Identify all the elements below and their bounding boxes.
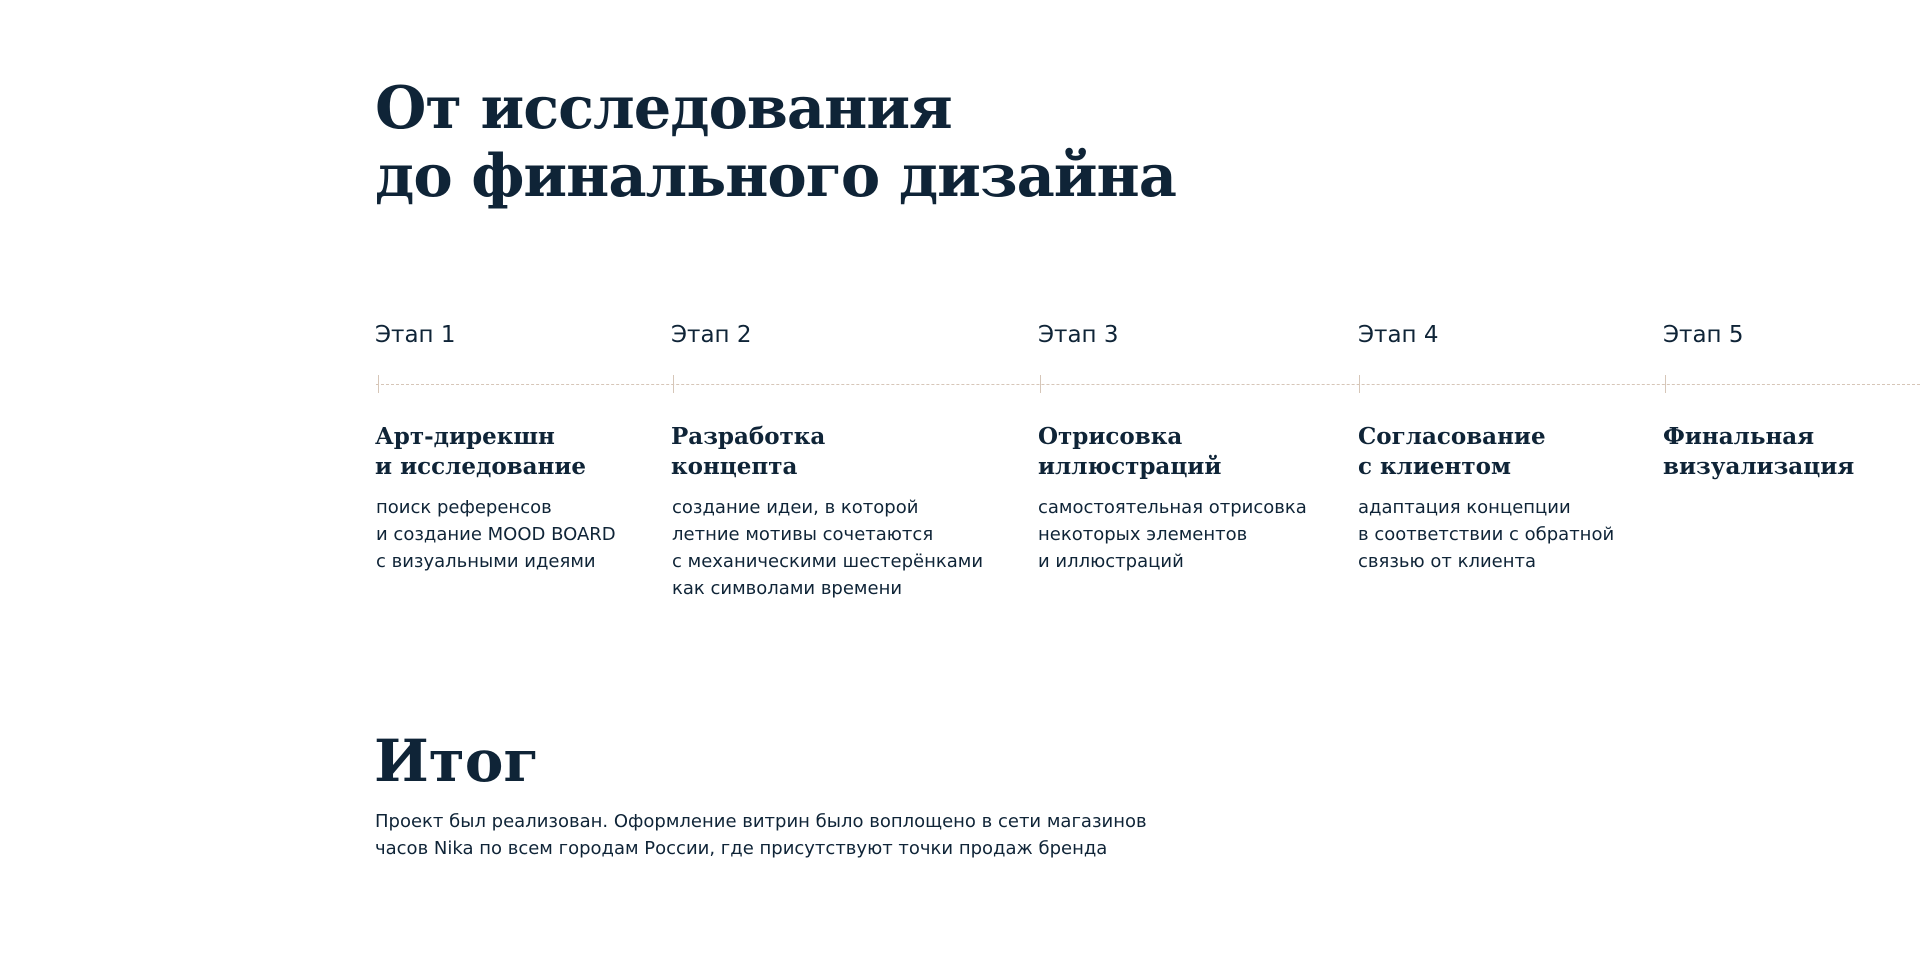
stage-description-2-line-2: летние мотивы сочетаются [672,524,934,545]
stage-title-3-line-1: Отрисовка [1038,423,1183,450]
stage-label-2: Этап 2 [671,322,752,348]
stage-label-5: Этап 5 [1663,322,1744,348]
stage-description-1-line-1: поиск референсов [376,497,552,518]
stage-title-1-line-1: Арт-дирекшн [375,423,555,450]
stage-title-2-line-1: Разработка [671,423,826,450]
headline-line-2: до финального дизайна [375,141,1176,210]
stage-description-1-line-2: и создание MOOD BOARD [376,524,616,545]
stage-label-3: Этап 3 [1038,322,1119,348]
stage-title-5-line-2: визуализация [1663,453,1855,480]
stage-description-4-line-2: в соответствии с обратной [1358,524,1615,545]
stage-description-2-line-4: как символами времени [672,578,903,599]
stage-title-4 [1358,422,1546,482]
stage-description-3 [1038,494,1307,575]
timeline-tick-2 [673,375,674,393]
stage-description-4-line-1: адаптация концепции [1358,497,1571,518]
page-headline [375,74,1176,210]
stage-description-1 [376,494,616,575]
stage-description-4-line-3: связью от клиента [1358,551,1537,572]
stage-description-3-line-3: и иллюстраций [1038,551,1184,572]
summary-text-line-2: часов Nika по всем городам России, где присутствуют точки продаж бренда [375,838,1108,859]
headline-line-1: От исследования [375,73,952,142]
summary-text-line-1: Проект был реализован. Оформление витрин было воплощено в сети магазинов [375,811,1147,832]
summary-title: Итог [374,727,539,795]
stage-title-2 [671,422,825,482]
stage-title-5-line-1: Финальная [1663,423,1815,450]
stage-title-3-line-2: иллюстраций [1038,453,1222,480]
stage-description-2 [672,494,983,602]
stage-label-1: Этап 1 [375,322,456,348]
stage-title-3 [1038,422,1221,482]
timeline-tick-4 [1359,375,1360,393]
stage-description-4 [1358,494,1614,575]
stage-description-3-line-2: некоторых элементов [1038,524,1248,545]
stage-title-1-line-2: и исследование [375,453,587,480]
stage-title-5 [1663,422,1854,482]
summary-text [375,808,1147,862]
timeline-tick-3 [1040,375,1041,393]
stage-title-4-line-1: Согласование [1358,423,1546,450]
stage-description-2-line-3: с механическими шестерёнками [672,551,984,572]
stage-description-2-line-1: создание идеи, в которой [672,497,919,518]
stage-description-3-line-1: самостоятельная отрисовка [1038,497,1307,518]
timeline-dashed-line [376,384,1920,385]
stage-title-4-line-2: с клиентом [1358,453,1511,480]
stage-title-2-line-2: концепта [671,453,798,480]
stage-title-1 [375,422,586,482]
timeline-tick-5 [1665,375,1666,393]
stage-label-4: Этап 4 [1358,322,1439,348]
timeline-tick-1 [378,375,379,393]
stage-description-1-line-3: с визуальными идеями [376,551,596,572]
